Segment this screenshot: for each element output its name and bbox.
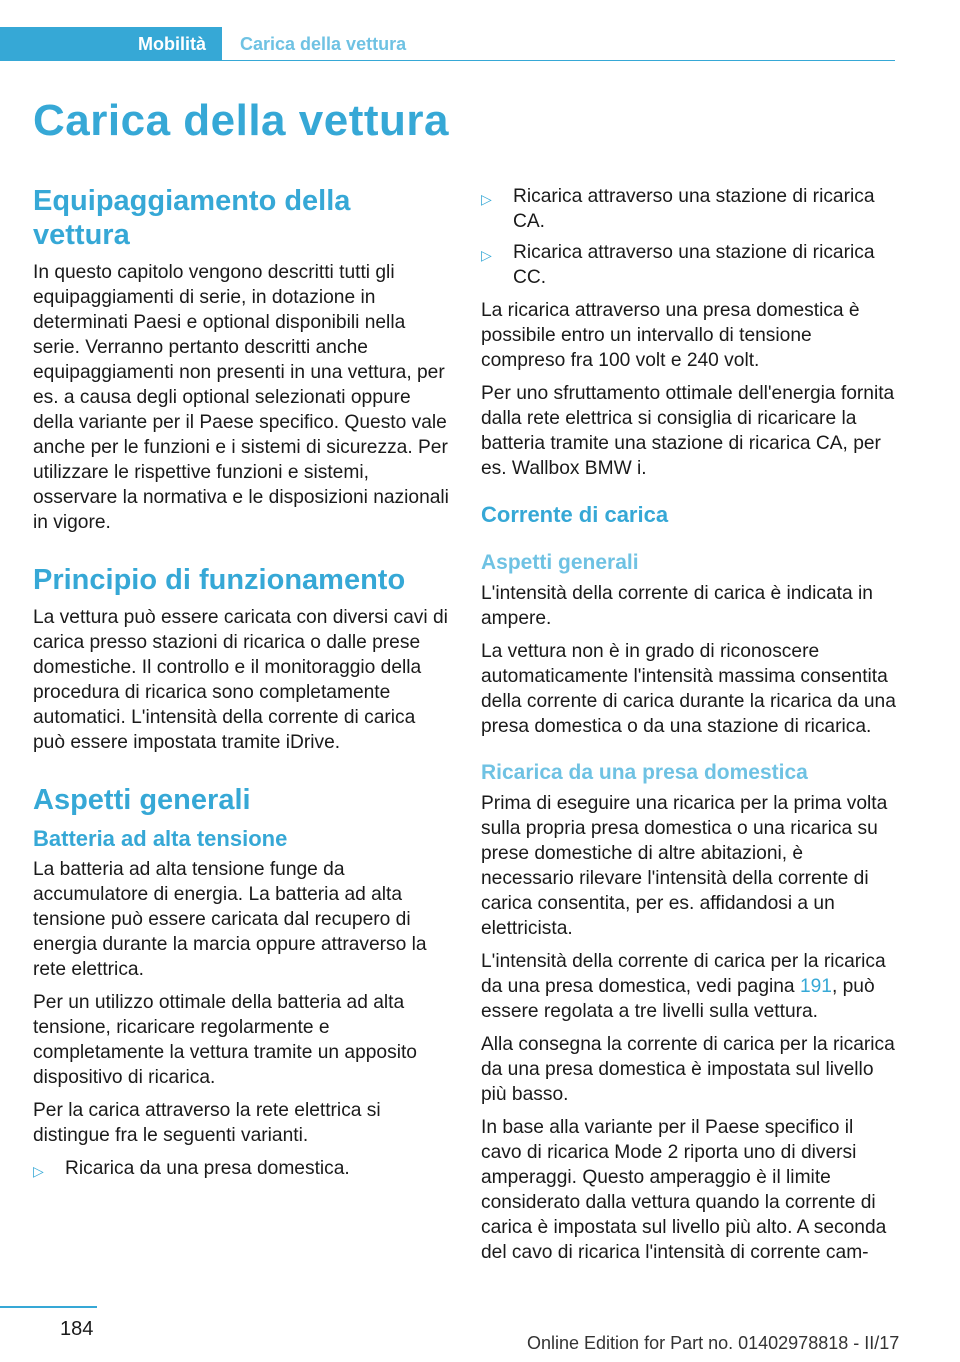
paragraph-wallbox: Per uno sfruttamento ottimale dell'energia fornita dalla rete elettrica si consiglia di ricaricare la batteria tramite una stazione di ricarica CA, per es. Wallbox BMW i. xyxy=(481,383,895,479)
triangle-bullet-icon: ▷ xyxy=(481,191,492,207)
paragraph-batteria-1: La batteria ad alta tensione funge da accumulatore di energia. La batteria ad alta tensione può essere caricata dal recupero di energia durante la marcia oppure attraverso la rete elettrica. xyxy=(33,859,427,980)
header-section-tab: Mobilità xyxy=(0,27,222,61)
heading-aspetti-generali: Aspetti generali xyxy=(33,784,251,816)
paragraph-riconoscere: La vettura non è in grado di riconoscere automaticamente l'intensità massima consentita della corrente di carica durante la ricarica da una presa domestica o da una stazione di ricarica. xyxy=(481,641,896,737)
heading-equipaggiamento: Equipaggiamento della vettura xyxy=(33,185,351,251)
list-item-text: Ricarica attraverso una stazione di ricarica CA. xyxy=(513,186,875,232)
heading-principio: Principio di funzionamento xyxy=(33,564,406,596)
text-segment: , può essere regolata a tre livelli sulla vettura. xyxy=(481,976,875,1022)
page-number: 184 xyxy=(60,1318,94,1340)
paragraph-tre-livelli xyxy=(481,949,897,1024)
triangle-bullet-icon: ▷ xyxy=(33,1163,44,1179)
paragraph-mode2: In base alla variante per il Paese specifico il cavo di ricarica Mode 2 riporta uno di diversi amperaggi. Questo amperaggio è il limite considerato dalla vettura quando la corrente di carica è impostata sul livello più alto. A seconda del cavo di ricarica l'intensità di corrente cam- xyxy=(481,1117,887,1263)
paragraph-batteria-2: Per un utilizzo ottimale della batteria ad alta tensione, ricaricare regolarmente e completamente la vettura tramite un apposito dispositivo di ricarica. xyxy=(33,992,417,1088)
charging-variants-list-cont xyxy=(481,184,897,290)
header-chapter-title: Carica della vettura xyxy=(240,34,407,54)
page-title: Carica della vettura xyxy=(33,96,449,145)
paragraph-voltage: La ricarica attraverso una presa domestica è possibile entro un intervallo di tensione compreso fra 100 volt e 240 volt. xyxy=(481,300,860,371)
list-item-text: Ricarica attraverso una stazione di ricarica CC. xyxy=(513,242,875,288)
triangle-bullet-icon: ▷ xyxy=(481,247,492,263)
heading-aspetti-generali-sub: Aspetti generali xyxy=(481,551,639,574)
edition-note: Online Edition for Part no. 01402978818 - II/17 xyxy=(527,1333,900,1353)
heading-batteria: Batteria ad alta tensione xyxy=(33,826,288,851)
list-item-text: Ricarica da una presa domestica. xyxy=(65,1158,350,1179)
list-item xyxy=(33,1156,451,1181)
paragraph-elettricista: Prima di eseguire una ricarica per la prima volta sulla propria presa domestica o una ricarica su prese domestiche di altre abitazioni, è necessario rilevare l'intensità della corrente di carica consentita, per es. affidandosi a un elettricista. xyxy=(481,793,888,939)
page-link-191[interactable]: 191 xyxy=(799,976,832,997)
text-segment: L'intensità della corrente di carica per la ricarica da una presa domestica, vedi pagina xyxy=(481,951,886,997)
charging-variants-list xyxy=(33,1156,451,1181)
paragraph-batteria-3: Per la carica attraverso la rete elettrica si distingue fra le seguenti varianti. xyxy=(33,1100,381,1146)
right-column xyxy=(481,184,897,1273)
paragraph-equipaggiamento: In questo capitolo vengono descritti tutti gli equipaggiamenti di serie, in dotazione in determinati Paesi e optional disponibili nella serie. Verranno pertanto descritti anche equipaggiamenti non presenti in una vettura, per es. a causa degli optional selezionati oppure della variante per il Paese specifico. Questo vale anche per le funzioni e i sistemi di sicurezza. Per utilizzare le rispettive funzioni e sistemi, osservare la normativa e le disposizioni nazionali in vigore. xyxy=(33,262,449,533)
list-item xyxy=(481,240,897,290)
footer-divider xyxy=(0,1306,97,1308)
left-column xyxy=(33,184,451,1189)
list-item xyxy=(481,184,897,234)
paragraph-principio: La vettura può essere caricata con diversi cavi di carica presso stazioni di ricarica o dalle prese domestiche. Il controllo e il monitoraggio della procedura di ricarica sono completamente automatici. L'intensità della corrente di carica può essere impostata tramite iDrive. xyxy=(33,607,448,753)
heading-corrente: Corrente di carica xyxy=(481,502,669,527)
header-divider xyxy=(222,60,895,61)
page-header xyxy=(0,27,895,61)
heading-ricarica-presa: Ricarica da una presa domestica xyxy=(481,761,808,784)
paragraph-consegna: Alla consegna la corrente di carica per la ricarica da una presa domestica è impostata sul livello più basso. xyxy=(481,1034,895,1105)
paragraph-ampere: L'intensità della corrente di carica è indicata in ampere. xyxy=(481,583,873,629)
